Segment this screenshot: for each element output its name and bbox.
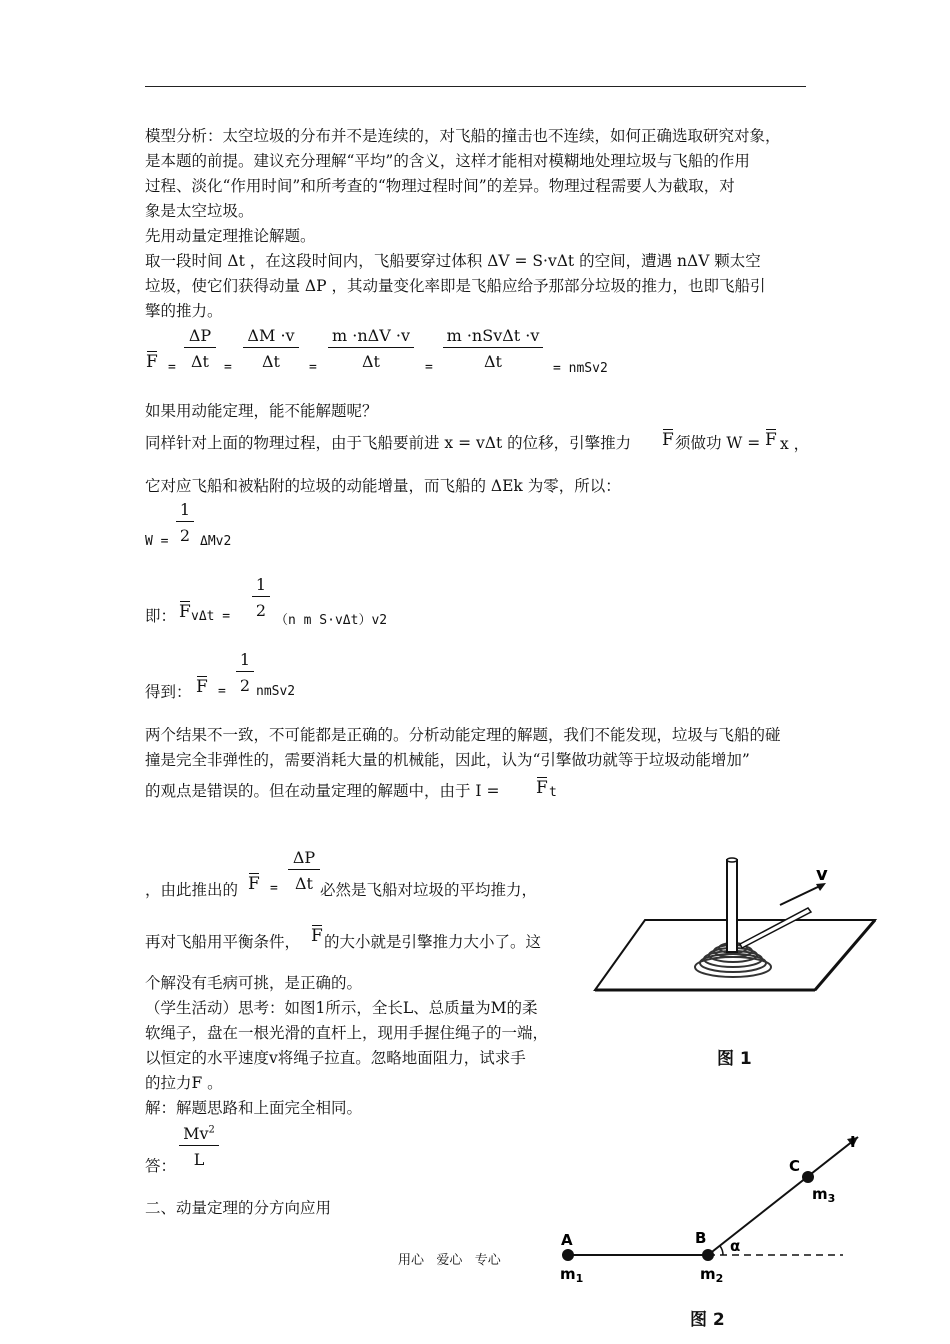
- force-symbol: F: [662, 430, 674, 450]
- vertical-rod: [727, 860, 737, 952]
- section-heading: 二、动量定理的分方向应用: [145, 1199, 332, 1217]
- paragraph-line: 同样针对上面的物理过程，由于飞船要前进 x = vΔt 的位移，引擎推力: [145, 434, 632, 452]
- equation-term: （n m S·vΔt）v2: [275, 613, 388, 628]
- equals-sign: =: [425, 360, 433, 375]
- fraction: m ·nSvΔt ·v Δt: [443, 326, 543, 371]
- force-symbol: F: [179, 602, 191, 622]
- paragraph-line: ，由此推出的: [145, 881, 239, 899]
- answer-label: 答：: [145, 1157, 177, 1175]
- fraction-half: 1 2: [176, 500, 194, 545]
- paragraph-line: 必然是飞船对垃圾的平均推力，: [320, 881, 538, 899]
- paragraph-line: 须做功 W =: [675, 434, 761, 452]
- force-symbol: F: [146, 352, 158, 372]
- velocity-label: v: [816, 864, 828, 885]
- equation-label: W =: [145, 534, 169, 549]
- force-symbol: F: [248, 874, 260, 894]
- equation-term: ΔMv2: [200, 534, 232, 549]
- equation-term: nmSv2: [256, 684, 296, 699]
- equals-sign: =: [309, 360, 317, 375]
- equals-sign: =: [218, 684, 226, 699]
- paragraph-line: 软绳子，盘在一根光滑的直杆上，现用手握住绳子的一端，: [145, 1024, 549, 1042]
- point-a: [562, 1249, 574, 1261]
- page-footer: 用心 爱心 专心: [398, 1253, 501, 1268]
- label-m3: $m_3$: [812, 1185, 836, 1205]
- paragraph-line: 过程、淡化“作用时间”和所考查的“物理过程时间”的差异。物理过程需要人为截取，对: [145, 177, 735, 195]
- paragraph-line: 以恒定的水平速度v将绳子拉直。忽略地面阻力，试求手: [145, 1049, 526, 1067]
- equals-sign: =: [224, 360, 232, 375]
- force-symbol: F: [765, 430, 777, 450]
- paragraph-line: 即：: [145, 607, 177, 625]
- fraction-half: 1 2: [236, 650, 254, 695]
- paragraph-line: 的大小就是引擎推力大小了。这: [324, 933, 542, 951]
- paragraph-line: 如果用动能定理，能不能解题呢？: [145, 402, 378, 420]
- velocity-arrow: [780, 885, 822, 905]
- paragraph-line: 先用动量定理推论解题。: [145, 227, 316, 245]
- figure-1: [590, 850, 880, 1070]
- label-a: A: [561, 1231, 573, 1249]
- paragraph-line: 取一段时间 Δt ，在这段时间内，飞船要穿过体积 ΔV = S·vΔt 的空间，遭遇 nΔV 颗太空: [145, 252, 761, 270]
- formula-result: = nmSv2: [553, 361, 608, 376]
- paragraph-line: 再对飞船用平衡条件，: [145, 933, 301, 951]
- header-rule: [145, 86, 806, 87]
- equals-sign: =: [270, 881, 278, 896]
- label-c: C: [789, 1157, 801, 1175]
- label-m2: $m_2$: [700, 1265, 724, 1285]
- paragraph-line: 的观点是错误的。但在动量定理的解题中，由于 I =: [145, 782, 500, 800]
- figure-2-illustration: [555, 1125, 856, 1290]
- label-b: B: [695, 1229, 707, 1247]
- equation-term: vΔt =: [191, 609, 231, 624]
- fraction: m ·nΔV ·v Δt: [328, 326, 414, 371]
- figure-1-illustration: [590, 850, 880, 1030]
- paragraph-line: 象是太空垃圾。: [145, 202, 254, 220]
- figure-2-caption: 图 2: [690, 1310, 725, 1330]
- paragraph-line: 个解没有毛病可挑，是正确的。: [145, 974, 363, 992]
- paragraph-line: 是本题的前提。建议充分理解“平均”的含义，这样才能相对模糊地处理垃圾与飞船的作用: [145, 152, 750, 170]
- fraction-half: 1 2: [252, 575, 270, 620]
- point-c: [802, 1171, 814, 1183]
- fraction: ΔM ·v Δt: [243, 326, 299, 371]
- paragraph-line: 模型分析：太空垃圾的分布并不是连续的，对飞船的撞击也不连续，如何正确选取研究对象，: [145, 127, 781, 145]
- fraction: ΔP Δt: [288, 848, 320, 893]
- equation-term: t: [549, 785, 557, 800]
- paragraph-line: 的拉力F 。: [145, 1074, 223, 1092]
- answer-fraction: Mv$^2$ L: [179, 1124, 219, 1169]
- force-symbol: F: [311, 926, 323, 946]
- force-symbol: F: [536, 778, 548, 798]
- force-symbol: F: [196, 677, 208, 697]
- fraction: ΔP Δt: [184, 326, 216, 371]
- paragraph-line: 撞是完全非弹性的，需要消耗大量的机械能，因此，认为“引擎做功就等于垃圾动能增加”: [145, 751, 750, 769]
- paragraph-line: x ，: [780, 435, 810, 453]
- paragraph-line: 垃圾，使它们获得动量 ΔP ，其动量变化率即是飞船应给予那部分垃圾的推力，也即飞船引: [145, 277, 766, 295]
- equals-sign: =: [168, 360, 176, 375]
- angle-label: α: [730, 1237, 741, 1255]
- paragraph-line: （学生活动）思考：如图1所示，全长L、总质量为M的柔: [145, 999, 538, 1017]
- paragraph-line: 两个结果不一致，不可能都是正确的。分析动能定理的解题，我们不能发现，垃圾与飞船的碰: [145, 726, 781, 744]
- paragraph-line: 擎的推力。: [145, 302, 223, 320]
- point-b: [702, 1249, 714, 1261]
- paragraph-line: 解：解题思路和上面完全相同。: [145, 1099, 363, 1117]
- figure-2: [555, 1125, 856, 1340]
- label-m1: $m_1$: [560, 1265, 584, 1285]
- paragraph-line: 得到：: [145, 683, 192, 701]
- impulse-label: I: [850, 1133, 856, 1151]
- paragraph-line: 它对应飞船和被粘附的垃圾的动能增量，而飞船的 ΔEk 为零，所以：: [145, 477, 621, 495]
- figure-1-caption: 图 1: [717, 1049, 752, 1069]
